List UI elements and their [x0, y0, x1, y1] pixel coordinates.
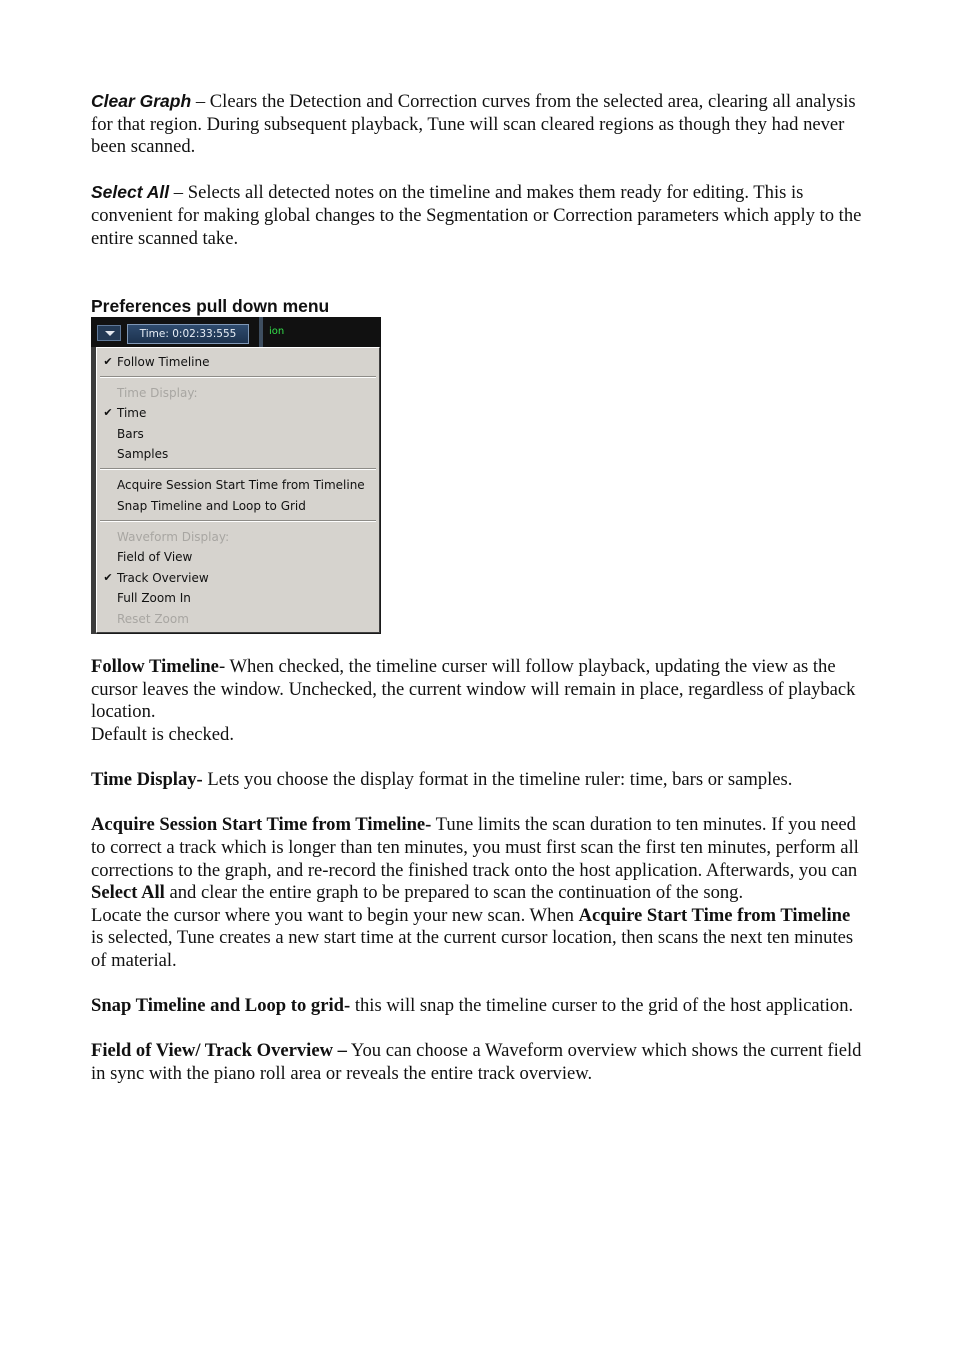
time-display-paragraph	[91, 769, 866, 792]
field-of-view-term: Field of View/ Track Overview –	[91, 1040, 347, 1062]
toolbar-green-label: ion	[269, 326, 285, 338]
menu-divider	[100, 468, 376, 470]
time-display-description: Lets you choose the display format in the timeline ruler: time, bars or samples.	[202, 769, 793, 791]
menu-item-samples[interactable]: Samples	[117, 447, 169, 462]
snap-timeline-paragraph	[91, 995, 866, 1018]
menu-heading-time-display: Time Display:	[117, 386, 198, 401]
clear-graph-paragraph	[91, 90, 866, 159]
dropdown-arrow-icon[interactable]	[97, 325, 121, 341]
follow-timeline-default: Default is checked.	[91, 723, 235, 745]
preferences-menu-screenshot	[91, 317, 381, 634]
follow-timeline-term: Follow Timeline	[91, 656, 219, 678]
field-of-view-paragraph	[91, 1040, 866, 1085]
follow-timeline-paragraph	[91, 656, 866, 746]
field-of-view-description: You can choose a Waveform overview which shows the current field in sync with the piano roll area or reveals the entire track overview.	[91, 1040, 862, 1084]
acquire-session-paragraph	[91, 814, 866, 972]
menu-item-acquire-session-start[interactable]: Acquire Session Start Time from Timeline	[117, 478, 365, 493]
time-display-term: Time Display-	[91, 769, 203, 791]
document-page	[91, 90, 866, 1085]
toolbar-divider	[259, 317, 263, 347]
acquire-session-text-3: Locate the cursor where you want to begin your new scan. When	[91, 904, 579, 926]
menu-divider	[100, 520, 376, 522]
menu-item-time[interactable]: ✔ Time	[97, 403, 379, 423]
menu-heading-waveform-display: Waveform Display:	[117, 530, 230, 545]
select-all-paragraph	[91, 181, 866, 250]
snap-timeline-description: this will snap the timeline curser to the grid of the host application.	[350, 995, 854, 1017]
select-all-description: – Selects all detected notes on the timeline and makes them ready for editing. This is convenient for making global changes to the Segmentation or Correction parameters which apply to the entire scanned take.	[91, 182, 862, 249]
follow-timeline-description: - When checked, the timeline curser will follow playback, updating the view as the cursor leaves the window. Unchecked, the current window will remain in place, regardless of playback location.	[91, 656, 856, 723]
acquire-start-time-inline: Acquire Start Time from Timeline	[578, 904, 851, 926]
select-all-inline: Select All	[91, 882, 165, 904]
menu-item-full-zoom-in[interactable]: Full Zoom In	[117, 591, 191, 606]
preferences-menu	[96, 347, 380, 633]
time-readout: Time: 0:02:33:555	[127, 324, 249, 344]
clear-graph-term: Clear Graph	[91, 91, 192, 111]
select-all-term: Select All	[91, 182, 170, 203]
acquire-session-text: Tune limits the scan duration to ten minutes. If you need to correct a track which is longer than ten minutes, you must first scan the first ten minutes, perform all corrections to the graph, and re-record the finished track onto the host application. Afterwards, you can	[91, 814, 859, 881]
check-icon: ✔	[103, 571, 113, 585]
snap-timeline-term: Snap Timeline and Loop to grid-	[91, 995, 351, 1017]
preferences-heading: Preferences pull down menu	[91, 296, 330, 317]
acquire-session-text-4: is selected, Tune creates a new start time at the current cursor location, then scans the next ten minutes of material.	[91, 927, 854, 971]
menu-divider	[100, 376, 376, 378]
menu-item-snap-timeline[interactable]: Snap Timeline and Loop to Grid	[117, 499, 306, 514]
menu-item-track-overview[interactable]: ✔ Track Overview	[97, 568, 379, 588]
menu-item-reset-zoom: Reset Zoom	[117, 612, 189, 627]
clear-graph-description: – Clears the Detection and Correction curves from the selected area, clearing all analysis for that region. During subsequent playback, Tune will scan cleared regions as though they had never been scanned.	[91, 91, 856, 158]
menu-item-bars[interactable]: Bars	[117, 427, 144, 442]
check-icon: ✔	[103, 355, 113, 369]
menu-item-follow-timeline[interactable]: ✔ Follow Timeline	[97, 352, 379, 372]
check-icon: ✔	[103, 406, 113, 420]
menu-item-field-of-view[interactable]: Field of View	[117, 550, 193, 565]
acquire-session-text-2: and clear the entire graph to be prepared to scan the continuation of the song.	[164, 882, 744, 904]
acquire-session-term: Acquire Session Start Time from Timeline-	[91, 814, 432, 836]
